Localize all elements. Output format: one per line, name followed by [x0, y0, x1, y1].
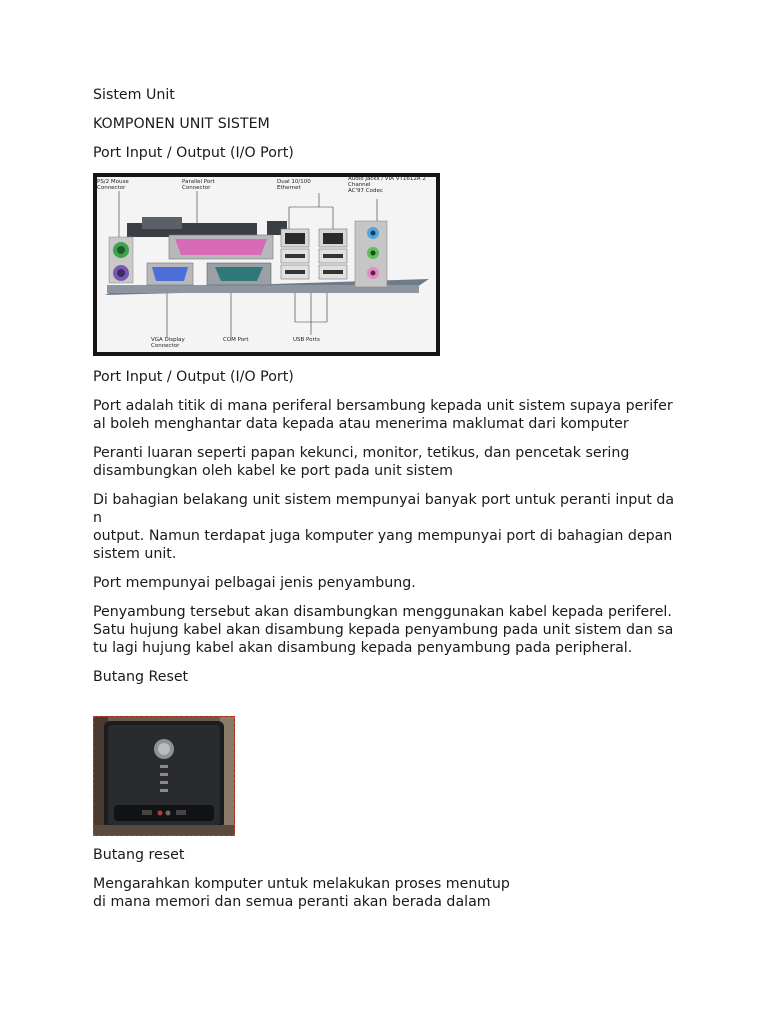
- heading-komponen-unit-sistem: KOMPONEN UNIT SISTEM: [93, 116, 270, 132]
- paragraph-port-definition: Port adalah titik di mana periferal bersambung kepada unit sistem supaya perifer al boleh menghantar data kepada atau menerima maklumat dari komputer: [93, 398, 673, 432]
- paragraph-peranti-luaran: Peranti luaran seperti papan kekunci, monitor, tetikus, dan pencetak sering disambungkan oleh kabel ke port pada unit sistem: [93, 445, 630, 479]
- paragraph-reset-description: Mengarahkan komputer untuk melakukan proses menutup di mana memori dan semua peranti akan berada dalam: [93, 876, 510, 910]
- computer-case-photo: [93, 716, 235, 836]
- heading-sistem-unit: Sistem Unit: [93, 87, 175, 103]
- paragraph-bahagian-belakang: Di bahagian belakang unit sistem mempunyai banyak port untuk peranti input da n output. Namun terdapat juga komputer yang mempunyai port di bahagian depan sistem unit.: [93, 492, 675, 562]
- label-com-port: COM Port: [223, 337, 249, 343]
- reset-button-figure: [93, 716, 683, 836]
- label-ethernet: Dual 10/100 Ethernet: [277, 179, 311, 191]
- paragraph-jenis-penyambung: Port mempunyai pelbagai jenis penyambung.: [93, 575, 416, 591]
- io-panel-illustration: [97, 177, 436, 352]
- heading-butang-reset: Butang Reset: [93, 669, 189, 685]
- label-ps2-mouse: PS/2 Mouse Connector: [97, 179, 129, 191]
- label-audio-jacks: Audio Jacks / VIA VT1612A 2 Channel AC'97 Codec: [348, 176, 426, 194]
- label-parallel-port: Parallel Port Connector: [182, 179, 215, 191]
- label-usb-ports: USB Ports: [293, 337, 320, 343]
- heading-port-io: Port Input / Output (I/O Port): [93, 145, 294, 161]
- label-vga: VGA Display Connector: [151, 337, 185, 349]
- computer-case-illustration: [94, 717, 234, 835]
- caption-butang-reset: Butang reset: [93, 847, 185, 863]
- paragraph-kabel: Penyambung tersebut akan disambungkan menggunakan kabel kepada periferel. Satu hujung kabel akan disambung kepada penyambung pada unit sistem dan sa tu lagi hujung kabel akan disambung kepada penyambung pada peripheral.: [93, 604, 674, 656]
- io-port-photo: [93, 173, 440, 356]
- io-port-figure: [93, 173, 683, 356]
- caption-io-port: Port Input / Output (I/O Port): [93, 369, 294, 385]
- document-page: [93, 86, 683, 922]
